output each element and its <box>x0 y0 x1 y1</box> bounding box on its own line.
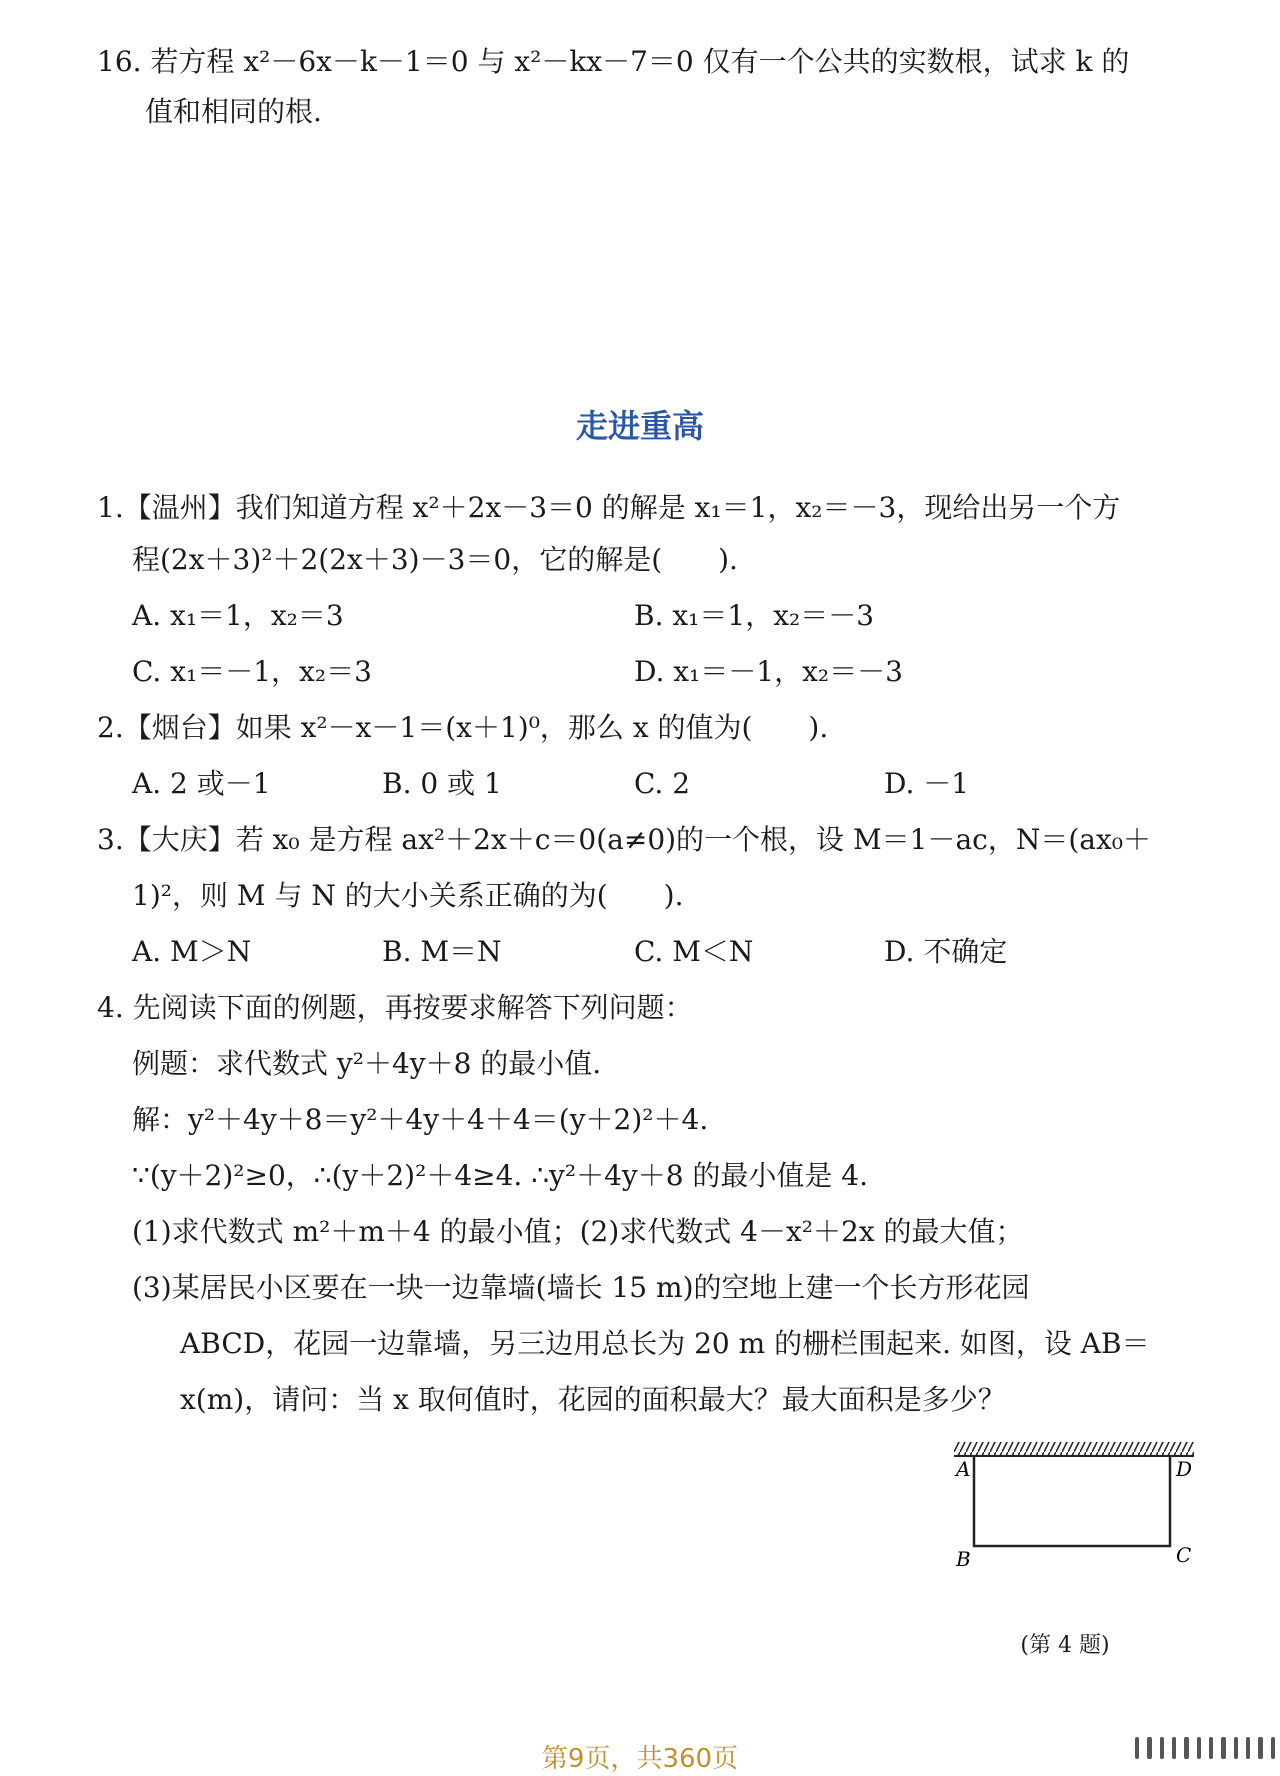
wall-hatching <box>954 1442 1194 1456</box>
vertex-label-b: B <box>956 1547 971 1571</box>
q4-part-1-2: (1)求代数式 m²＋m＋4 的最小值；(2)求代数式 4－x²＋2x 的最大值； <box>132 1215 1024 1248</box>
q2-option-b: B. 0 或 1 <box>382 767 502 800</box>
q4-part-3-line-2: ABCD，花园一边靠墙，另三边用总长为 20 m 的栅栏围起来. 如图，设 AB＝ <box>180 1327 1150 1360</box>
q1-option-c: C. x₁＝－1，x₂＝3 <box>132 655 372 688</box>
q4-example: 例题：求代数式 y²＋4y＋8 的最小值. <box>132 1047 602 1080</box>
q3-option-d: D. 不确定 <box>884 935 1008 968</box>
section-title: 走进重高 <box>575 407 704 445</box>
q2-option-c: C. 2 <box>634 767 691 800</box>
q3-option-a: A. M＞N <box>132 935 252 968</box>
q1-option-a: A. x₁＝1，x₂＝3 <box>132 599 344 632</box>
q4-solution: 解：y²＋4y＋8＝y²＋4y＋4＋4＝(y＋2)²＋4. <box>132 1103 709 1136</box>
page-footer: 第9页，共360页 <box>541 1744 739 1774</box>
q16-line-1: 16. 若方程 x²－6x－k－1＝0 与 x²－kx－7＝0 仅有一个公共的实数根，试求 k 的 <box>97 45 1130 78</box>
q4-part-3-line-3: x(m)，请问：当 x 取何值时，花园的面积最大？最大面积是多少？ <box>180 1383 1006 1416</box>
vertex-label-d: D <box>1176 1457 1193 1481</box>
vertex-label-a: A <box>956 1457 971 1481</box>
q3-line-1: 3.【大庆】若 x₀ 是方程 ax²＋2x＋c＝0(a≠0)的一个根，设 M＝1－ac，N＝(ax₀＋ <box>97 823 1151 856</box>
q1-line-2: 程(2x＋3)²＋2(2x＋3)－3＝0，它的解是( ). <box>132 543 738 576</box>
q4-reasoning: ∵(y＋2)²≥0，∴(y＋2)²＋4≥4. ∴y²＋4y＋8 的最小值是 4. <box>132 1159 869 1192</box>
q2-line: 2.【烟台】如果 x²－x－1＝(x＋1)⁰，那么 x 的值为( ). <box>97 711 829 744</box>
q4-line-1: 4. 先阅读下面的例题，再按要求解答下列问题： <box>97 991 693 1024</box>
scroll-grip-icon[interactable] <box>1135 1734 1275 1762</box>
q16-line-2: 值和相同的根. <box>145 95 322 128</box>
q3-option-c: C. M＜N <box>634 935 754 968</box>
q1-option-b: B. x₁＝1，x₂＝－3 <box>634 599 875 632</box>
q4-part-3-line-1: (3)某居民小区要在一块一边靠墙(墙长 15 m)的空地上建一个长方形花园 <box>132 1271 1030 1304</box>
q2-option-d: D. －1 <box>884 767 970 800</box>
garden-figure <box>930 1428 1210 1616</box>
q1-option-d: D. x₁＝－1，x₂＝－3 <box>634 655 903 688</box>
q1-line-1: 1.【温州】我们知道方程 x²＋2x－3＝0 的解是 x₁＝1，x₂＝－3，现给出另一个方 <box>97 491 1121 524</box>
figure-caption: (第 4 题) <box>1020 1633 1110 1658</box>
vertex-label-c: C <box>1176 1543 1192 1567</box>
q3-option-b: B. M＝N <box>382 935 502 968</box>
garden-fence <box>974 1456 1170 1546</box>
q3-line-2: 1)²，则 M 与 N 的大小关系正确的为( ). <box>132 879 684 912</box>
q2-option-a: A. 2 或－1 <box>132 767 271 800</box>
